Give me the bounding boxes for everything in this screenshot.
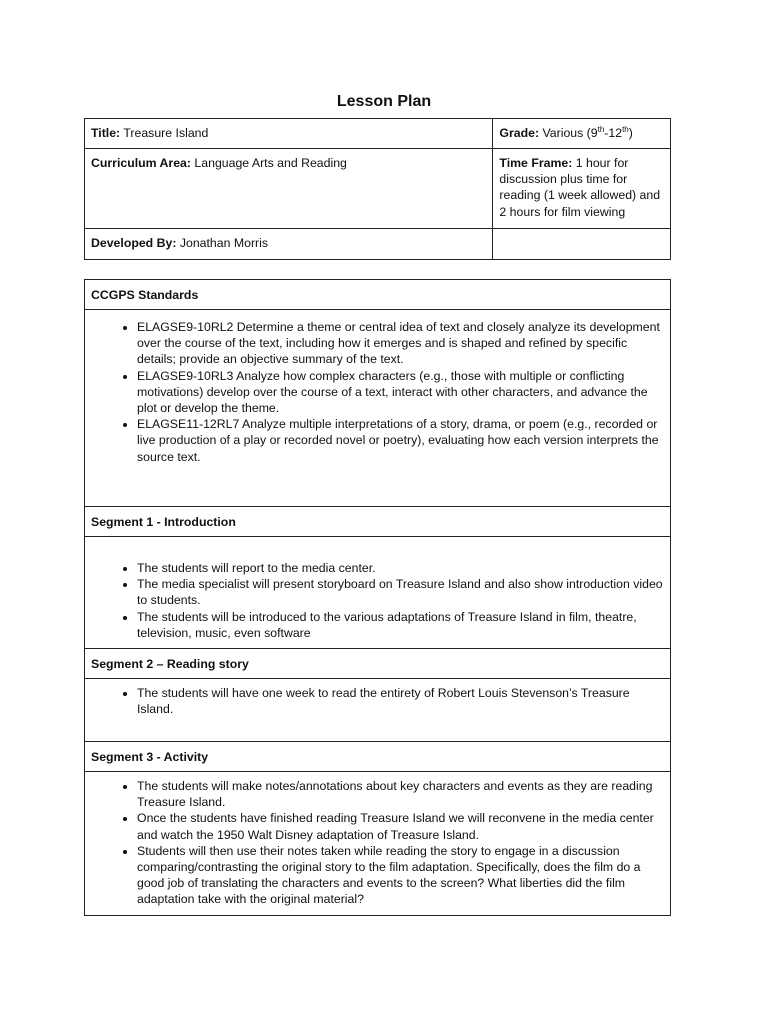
segment1-list <box>91 560 664 641</box>
developed-cell <box>85 229 493 260</box>
list-item: • The students will have one week to read the entirety of Robert Louis Stevenson’s Treasure Island. <box>137 685 664 717</box>
page-title: Lesson Plan <box>336 93 432 110</box>
grade-label: Grade: <box>499 126 540 140</box>
title-value: Treasure Island <box>123 126 209 140</box>
curriculum-label: Curriculum Area: <box>91 156 191 170</box>
segment3-body-row <box>85 772 671 916</box>
title-cell <box>85 119 493 149</box>
developed-label: Developed By: <box>91 236 177 250</box>
segment3-heading: Segment 3 - Activity <box>85 742 671 772</box>
standards-body <box>85 310 671 507</box>
header-row-developer <box>85 229 671 260</box>
timeframe-value: 1 hour for discussion plus time for reading (1 week allowed) and 2 hours for film viewing <box>499 156 661 219</box>
standards-heading: CCGPS Standards <box>85 280 671 310</box>
timeframe-cell <box>493 149 671 229</box>
standards-heading-row <box>85 280 671 310</box>
segment3-body <box>85 772 671 916</box>
list-item: • The media specialist will present storyboard on Treasure Island and also show introduction video to students. <box>137 576 664 608</box>
standards-list <box>91 319 664 465</box>
segment2-heading-row <box>85 649 671 679</box>
segment3-heading-row <box>85 742 671 772</box>
lesson-header-table <box>84 118 671 260</box>
list-item: • Students will then use their notes taken while reading the story to engage in a discussion comparing/contrasting the original story to the film adaptation. Specifically, does the film do a good job of translating the characters and events to the screen? What liberties did the film adaptation take with the original material? <box>137 843 664 908</box>
grade-cell <box>493 119 671 149</box>
list-item: • ELAGSE9-10RL3 Analyze how complex characters (e.g., those with multiple or conflicting motivations) develop over the course of a text, interact with other characters, and advance the plot or develop the theme. <box>137 368 664 417</box>
standards-body-row <box>85 310 671 507</box>
header-row-title-grade <box>85 119 671 149</box>
segment1-body <box>85 537 671 649</box>
list-item: • The students will report to the media center. <box>137 560 664 576</box>
curriculum-cell <box>85 149 493 229</box>
segment2-heading: Segment 2 – Reading story <box>85 649 671 679</box>
grade-value: Various (9th-12th) <box>542 124 633 140</box>
timeframe-label: Time Frame: <box>499 156 573 170</box>
list-item: • The students will make notes/annotations about key characters and events as they are reading Treasure Island. <box>137 778 664 810</box>
curriculum-value: Language Arts and Reading <box>194 156 347 170</box>
lesson-sections-table <box>84 279 671 916</box>
segment3-list <box>91 778 664 908</box>
list-item: • ELAGSE9-10RL2 Determine a theme or central idea of text and closely analyze its development over the course of the text, including how it emerges and is shaped and refined by specific details; provide an objective summary of the text. <box>137 319 664 368</box>
list-item: • Once the students have finished reading Treasure Island we will reconvene in the media center and watch the 1950 Walt Disney adaptation of Treasure Island. <box>137 810 664 842</box>
empty-cell <box>493 229 671 260</box>
developed-value: Jonathan Morris <box>179 236 269 250</box>
segment2-list <box>91 685 664 717</box>
segment2-body <box>85 679 671 742</box>
header-row-curriculum-timeframe <box>85 149 671 229</box>
list-item: • ELAGSE11-12RL7 Analyze multiple interpretations of a story, drama, or poem (e.g., recorded or live production of a play or recorded novel or poetry), evaluating how each version interprets the source text. <box>137 416 664 465</box>
segment1-heading-row <box>85 507 671 537</box>
title-label: Title: <box>91 126 121 140</box>
segment1-body-row <box>85 537 671 649</box>
segment2-body-row <box>85 679 671 742</box>
list-item: • The students will be introduced to the various adaptations of Treasure Island in film, theatre, television, music, even software <box>137 609 664 641</box>
segment1-heading: Segment 1 - Introduction <box>85 507 671 537</box>
